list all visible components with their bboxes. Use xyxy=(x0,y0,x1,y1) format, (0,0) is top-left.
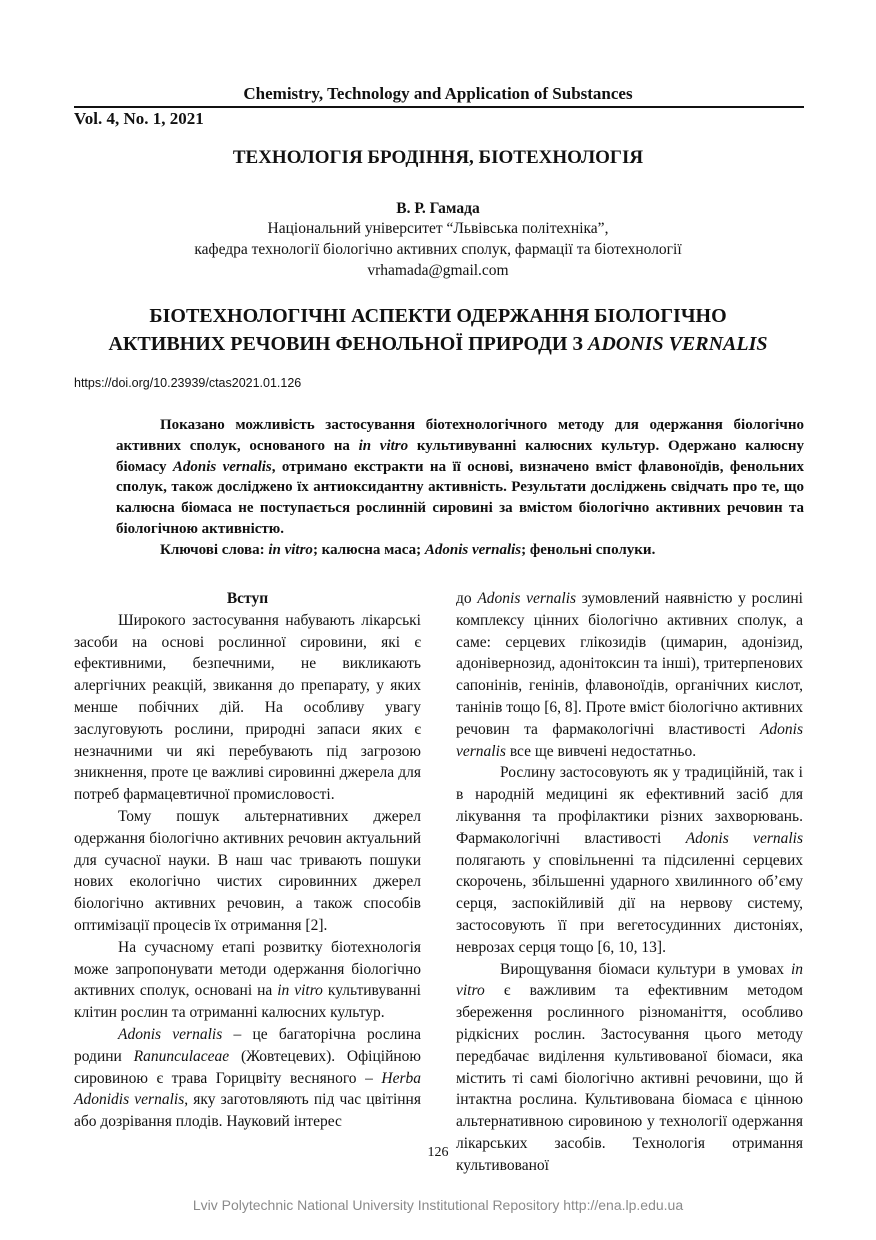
paper-title xyxy=(0,302,876,358)
left-paragraph-4: Adonis vernalis – це багаторічна рослина родини Ranunculaceae (Жовтецевих). Офіційною сировиною є трава Горицвіту весняного – Herba Adonidis vernalis, яку заготовляють під час цвітіння або дозрівання плодів. Науковий інтерес xyxy=(74,1025,422,1131)
right-paragraph-1: до Adonis vernalis зумовлений наявністю у рослині комплексу цінних біологічно активних сполук, а саме: серцевих глікозидів (цимарин, адонізид, адонівернозид, адонітоксин та інші), тритерпенових сапонінів, генінів, флавоноїдів, органічних кислот, танінів тощо [6, 8]. Проте вміст біологічно активних речовин та фармакологічні властивості Adonis vernalis все ще вивчені недостатньо. xyxy=(456,590,803,760)
author-email[interactable]: vrhamada@gmail.com xyxy=(367,262,509,279)
left-paragraph-2: Тому пошук альтернативних джерел одержання біологічно активних речовин актуальний для сучасної науки. В наш час тривають пошуки нових екологічно чистих сировинних джерел біологічно активних речовин, а також способів оптимізації процесів їх отримання [2]. xyxy=(74,807,421,934)
left-column xyxy=(74,588,421,1133)
header-rule xyxy=(74,106,804,108)
author-name: В. Р. Гамада xyxy=(396,200,480,217)
author-affiliation xyxy=(0,218,876,281)
keywords: Ключові слова: in vitro; калюсна маса; Adonis vernalis; фенольні сполуки. xyxy=(160,541,656,558)
intro-heading: Вступ xyxy=(226,590,269,607)
right-paragraph-3: Вирощування біомаси культури в умовах in vitro є важливим та ефективним методом збереження рослинного різноманіття, особливо рідкісних рослин. Застосування цього методу передбачає виділення культивованої біомаси, яка містить ті самі біологічно активні речовини, що й інтактна рослина. Культивована біомаса є цінною альтернативною сировиною у технології одержання лікарських засобів. Технологія отримання культивованої xyxy=(456,960,803,1174)
left-paragraph-1: Широкого застосування набувають лікарські засоби на основі рослинної сировини, які є ефективними, безпечними, не викликають алергічних реакцій, звикання до препарату, у яких менше побічних дій. На особливу увагу заслуговують рослини, природні запаси яких є незначними чи які перебувають під загрозою зникнення, проте це важливі сировинні джерела для потреб фармацевтичної промисловості. xyxy=(74,611,421,804)
volume-info: Vol. 4, No. 1, 2021 xyxy=(74,109,204,128)
repository-footer[interactable]: Lviv Polytechnic National University Institutional Repository http://ena.lp.edu.ua xyxy=(192,1197,684,1213)
abstract xyxy=(116,415,804,561)
right-column xyxy=(456,588,803,1177)
affiliation-line-1: Національний університет “Львівська політехніка”, xyxy=(267,220,609,237)
affiliation-line-2: кафедра технології біологічно активних сполук, фармації та біотехнології xyxy=(194,241,682,258)
abstract-text: Показано можливість застосування біотехнологічного методу для одержання біологічно активних сполук, основаного на in vitro культивуванні калюсних культур. Одержано калюсну біомасу Adonis vernalis, отримано екстракти на її основі, визначено вміст флавоноїдів, фенольних сполук, також досліджено їх антиоксидантну активність. Результати досліджень свідчать про те, що калюсна біомаса не поступається рослинній сировині за вмістом біологічно активних речовин та біологічною активністю. xyxy=(116,417,804,537)
title-line-2: АКТИВНИХ РЕЧОВИН ФЕНОЛЬНОЇ ПРИРОДИ З ADONIS VERNALIS xyxy=(108,333,768,355)
page-number: 126 xyxy=(427,1145,449,1160)
journal-title: Chemistry, Technology and Application of Substances xyxy=(243,84,633,103)
doi-link[interactable]: https://doi.org/10.23939/ctas2021.01.126 xyxy=(74,376,302,390)
left-paragraph-3: На сучасному етапі розвитку біотехнологія може запропонувати методи одержання біологічно активних сполук, основані на in vitro культивуванні клітин рослин та отриманні калюсних культур. xyxy=(74,938,421,1022)
section-title: ТЕХНОЛОГІЯ БРОДІННЯ, БІОТЕХНОЛОГІЯ xyxy=(232,147,644,168)
right-paragraph-2: Рослину застосовують як у традиційній, так і в народній медицині як ефективний засіб для лікування та профілактики різних захворювань. Фармакологічні властивості Adonis vernalis полягають у сповільненні та підсиленні серцевих скорочень, збільшенні ударного хвилинного об’єму серця, заспокійливій дії на нервову систему, застосовують її при вегетосудинних дистоніях, неврозах серця тощо [6, 10, 13]. xyxy=(456,764,803,956)
title-line-1: БІОТЕХНОЛОГІЧНІ АСПЕКТИ ОДЕРЖАННЯ БІОЛОГІЧНО xyxy=(149,305,727,327)
